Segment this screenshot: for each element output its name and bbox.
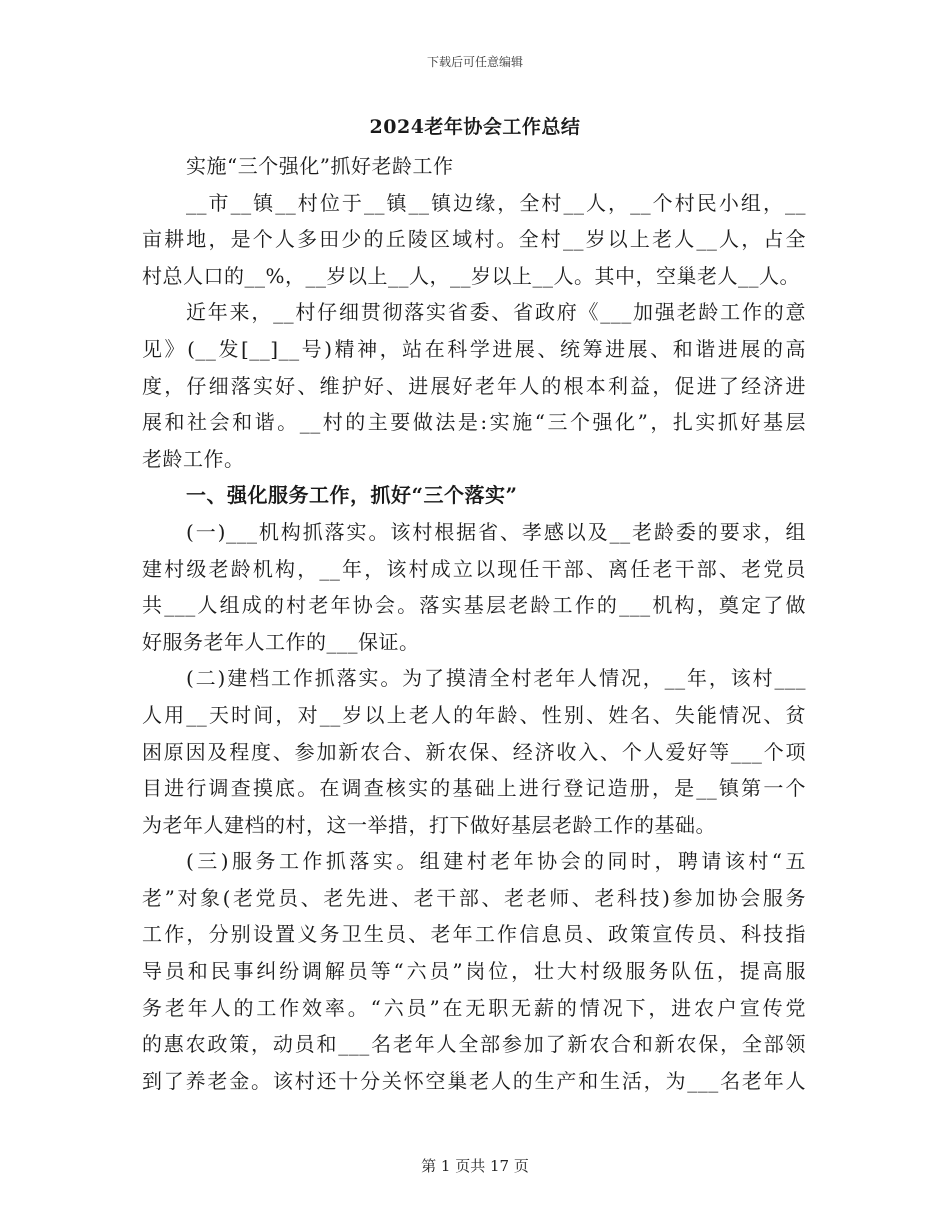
paragraph-line: 好服务老年人工作的___保证。 [142,629,420,654]
paragraph-line: 展和社会和谐。__村的主要做法是:实施“三个强化”，扎实抓好基层 [142,410,806,435]
paragraph-line: 为老年人建档的村，这一举措，打下做好基层老龄工作的基础。 [142,812,716,837]
page-header-note: 下载后可任意编辑 [426,55,523,69]
paragraph-line: 目进行调查摸底。在调查核实的基础上进行登记造册，是__镇第一个 [142,776,806,801]
paragraph-line: 亩耕地，是个人多田少的丘陵区域村。全村__岁以上老人__人，占全 [142,227,806,252]
section-heading: 一、强化服务工作，抓好“三个落实” [186,483,518,508]
paragraph-line: 见》(__发[__]__号)精神，站在科学进展、统筹进展、和谐进展的高 [142,336,806,361]
paragraph-line: 人用__天时间，对__岁以上老人的年龄、性别、姓名、失能情况、贫 [142,702,806,727]
paragraph-line: 共___人组成的村老年协会。落实基层老龄工作的___机构，奠定了做 [142,593,806,618]
paragraph-line: 导员和民事纠纷调解员等“六员”岗位，壮大村级服务队伍，提高服 [142,959,806,984]
paragraph-line: 到了养老金。该村还十分关怀空巢老人的生产和生活，为___名老年人 [142,1068,806,1093]
document-body [142,148,806,1099]
paragraph-line: 近年来，__村仔细贯彻落实省委、省政府《___加强老龄工作的意 [186,300,806,325]
paragraph-line: (一)___机构抓落实。该村根据省、孝感以及__老龄委的要求，组 [186,519,806,544]
paragraph-line: 工作，分别设置义务卫生员、老年工作信息员、政策宣传员、科技指 [142,922,806,947]
paragraph-line: (三)服务工作抓落实。组建村老年协会的同时，聘请该村“五 [186,849,806,874]
paragraph-line: 的惠农政策，动员和___名老年人全部参加了新农合和新农保，全部领 [142,1032,806,1057]
paragraph-line: 务老年人的工作效率。“六员”在无职无薪的情况下，进农户宣传党 [142,995,806,1020]
paragraph-line: __市__镇__村位于__镇__镇边缘，全村__人，__个村民小组，__ [186,190,806,215]
subtitle-line: 实施“三个强化”抓好老龄工作 [186,154,454,178]
page-footer-page-number: 第 1 页共 17 页 [421,1157,529,1175]
paragraph-line: 度，仔细落实好、维护好、进展好老年人的根本利益，促进了经济进 [142,373,806,398]
paragraph-line: 老龄工作。 [142,446,245,471]
paragraph-line: (二)建档工作抓落实。为了摸清全村老年人情况，__年，该村___ [186,666,806,691]
document-title: 2024老年协会工作总结 [369,116,581,138]
paragraph-line: 建村级老龄机构，__年，该村成立以现任干部、离任老干部、老党员 [142,556,806,581]
paragraph-line: 困原因及程度、参加新农合、新农保、经济收入、个人爱好等___个项 [142,739,806,764]
paragraph-line: 老”对象(老党员、老先进、老干部、老老师、老科技)参加协会服务 [142,885,806,910]
paragraph-line: 村总人口的__%，__岁以上__人，__岁以上__人。其中，空巢老人__人。 [142,263,801,288]
